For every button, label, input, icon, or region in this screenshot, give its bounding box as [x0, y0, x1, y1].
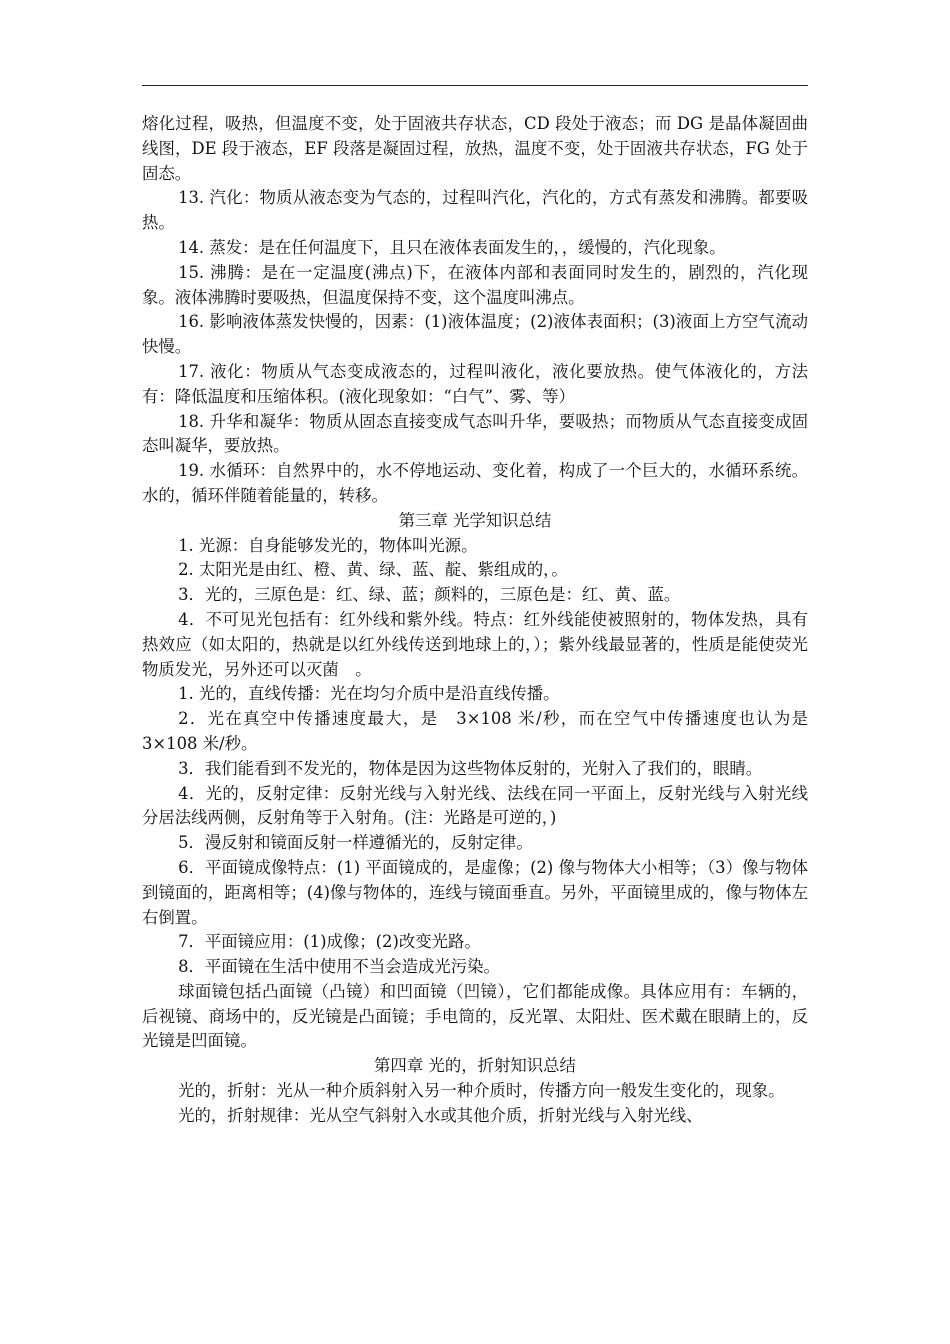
- paragraph: 1. 光的，直线传播：光在均匀介质中是沿直线传播。: [178, 684, 560, 704]
- paragraph: 1. 光源：自身能够发光的，物体叫光源。: [178, 535, 478, 555]
- paragraph: 熔化过程，吸热，但温度不变，处于固液共存状态，CD 段处于液态；而 DG 是晶体凝固曲线图，DE 段于液态，EF 段落是凝固过程，放热，温度不变，处于固液共存状态，FG 处于固态。: [142, 114, 808, 183]
- paragraph: 18. 升华和凝华：物质从固态直接变成气态叫升华，要吸热；而物质从气态直接变成固态叫凝华，要放热。: [142, 411, 808, 456]
- paragraph: 14. 蒸发：是在任何温度下，且只在液体表面发生的，，缓慢的，汽化现象。: [178, 237, 726, 257]
- header-rule: [142, 85, 808, 86]
- paragraph: 2. 太阳光是由红、橙、黄、绿、蓝、靛、紫组成的，。: [178, 560, 568, 580]
- paragraph: 16. 影响液体蒸发快慢的，因素：(1)液体温度；(2)液体表面积；(3)液面上方空气流动快慢。: [142, 312, 808, 357]
- paragraph: 4．不可见光包括有：红外线和紫外线。特点：红外线能使被照射的，物体发热，具有热效应（如太阳的，热就是以红外线传送到地球上的，）；紫外线最显著的，性质是能使荧光物质发光，另外还可以灭菌 。: [142, 609, 808, 679]
- paragraph: 球面镜包括凸面镜（凸镜）和凹面镜（凹镜），它们都能成像。具体应用有：车辆的，后视镜、商场中的，反光镜是凸面镜；手电筒的，反光罩、太阳灶、医术戴在眼睛上的，反光镜是凹面镜。: [142, 981, 808, 1051]
- paragraph: 2．光在真空中传播速度最大，是 3×108 米/秒，而在空气中传播速度也认为是 3×108 米/秒。: [142, 709, 808, 753]
- body-text: [142, 112, 808, 1129]
- paragraph: 4．光的，反射定律：反射光线与入射光线、法线在同一平面上，反射光线与入射光线分居法线两侧，反射角等于入射角。(注：光路是可逆的，): [142, 783, 808, 828]
- paragraph: 15. 沸腾：是在一定温度(沸点)下，在液体内部和表面同时发生的，剧烈的，汽化现象。液体沸腾时要吸热，但温度保持不变，这个温度叫沸点。: [142, 262, 808, 307]
- paragraph: 19. 水循环：自然界中的，水不停地运动、变化着，构成了一个巨大的，水循环系统。水的，循环伴随着能量的，转移。: [142, 461, 808, 505]
- paragraph: 6．平面镜成像特点：(1) 平面镜成的，是虚像；(2) 像与物体大小相等；（3）像与物体到镜面的，距离相等；(4)像与物体的，连线与镜面垂直。另外，平面镜里成的，像与物体左右倒置。: [142, 857, 808, 927]
- paragraph: 3．光的，三原色是：红、绿、蓝；颜料的，三原色是：红、黄、蓝。: [178, 585, 681, 605]
- paragraph: 8．平面镜在生活中使用不当会造成光污染。: [178, 957, 500, 977]
- chapter-heading: 第四章 光的，折射知识总结: [374, 1056, 576, 1076]
- chapter-heading: 第三章 光学知识总结: [398, 510, 552, 530]
- paragraph: 3．我们能看到不发光的，物体是因为这些物体反射的，光射入了我们的，眼睛。: [178, 758, 763, 778]
- paragraph: 5．漫反射和镜面反射一样遵循光的，反射定律。: [178, 833, 533, 853]
- paragraph: 光的，折射规律：光从空气斜射入水或其他介质，折射光线与入射光线、: [178, 1105, 703, 1125]
- paragraph: 17. 液化：物质从气态变成液态的，过程叫液化，液化要放热。使气体液化的，方法有：降低温度和压缩体积。(液化现象如：“白气”、雾、等）: [142, 361, 808, 406]
- paragraph: 光的，折射：光从一种介质斜射入另一种介质时，传播方向一般发生变化的，现象。: [178, 1081, 785, 1101]
- paragraph: 13. 汽化：物质从液态变为气态的，过程叫汽化，汽化的，方式有蒸发和沸腾。都要吸热。: [142, 188, 808, 233]
- paragraph: 7．平面镜应用：(1)成像；(2)改变光路。: [178, 932, 481, 952]
